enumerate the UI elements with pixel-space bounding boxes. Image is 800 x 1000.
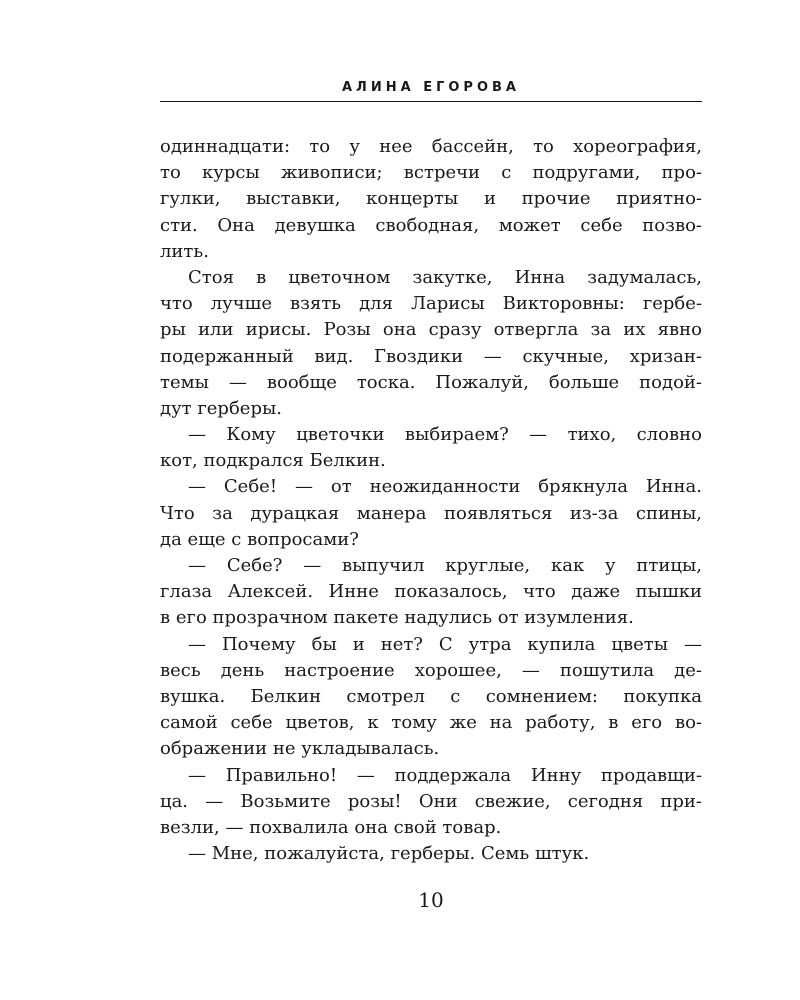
text-line: самой себе цветов, к тому же на работу, в его во-	[160, 712, 702, 734]
text-line: Что за дурацкая манера появляться из-за спины,	[160, 502, 702, 524]
text-line: глаза Алексей. Инне показалось, что даже пышки	[160, 581, 702, 603]
text-line: гулки, выставки, концерты и прочие приятно-	[160, 188, 702, 210]
text-line: везли, — похвалила она свой товар.	[160, 816, 502, 838]
text-line: ры или ирисы. Розы она сразу отвергла за их явно	[160, 319, 702, 341]
text-line: одиннадцати: то у нее бассейн, то хореография,	[160, 136, 702, 157]
text-line: кот, подкрался Белкин.	[160, 450, 386, 472]
text-line: темы — вообще тоска. Пожалуй, больше подой-	[160, 371, 702, 393]
text-line: — Себе! — от неожиданности брякнула Инна.	[188, 476, 702, 498]
text-line: дут герберы.	[160, 397, 283, 419]
text-line: то курсы живописи; встречи с подругами, про-	[160, 162, 702, 184]
text-line: Стоя в цветочном закутке, Инна задумалась,	[188, 266, 702, 288]
text-line: сти. Она девушка свободная, может себе позво-	[160, 214, 702, 236]
text-line: — Правильно! — поддержала Инну продавщи-	[188, 764, 702, 786]
text-line: лить.	[160, 240, 209, 262]
text-line: да еще с вопросами?	[160, 528, 359, 550]
text-line: вушка. Белкин смотрел с сомнением: покупка	[160, 685, 702, 707]
header-rule	[160, 101, 702, 102]
text-line: ображении не укладывалась.	[160, 738, 440, 760]
text-line: подержанный вид. Гвоздики — скучные, хризан-	[160, 345, 702, 367]
text-line: — Почему бы и нет? С утра купила цветы —	[188, 633, 702, 655]
body-text	[160, 134, 702, 867]
text-line: — Мне, пожалуйста, герберы. Семь штук.	[188, 843, 590, 865]
text-line: ца. — Возьмите розы! Они свежие, сегодня при-	[160, 790, 702, 812]
running-head-author: АЛИНА ЕГОРОВА	[342, 80, 520, 95]
text-line: — Себе? — выпучил круглые, как у птицы,	[188, 555, 702, 576]
text-line: весь день настроение хорошее, — пошутила де-	[160, 659, 702, 681]
text-line: — Кому цветочки выбираем? — тихо, словно	[188, 424, 702, 446]
page-number: 10	[418, 888, 444, 912]
text-line: в его прозрачном пакете надулись от изумления.	[160, 607, 634, 629]
text-line: что лучше взять для Ларисы Викторовны: гербе-	[160, 293, 702, 315]
